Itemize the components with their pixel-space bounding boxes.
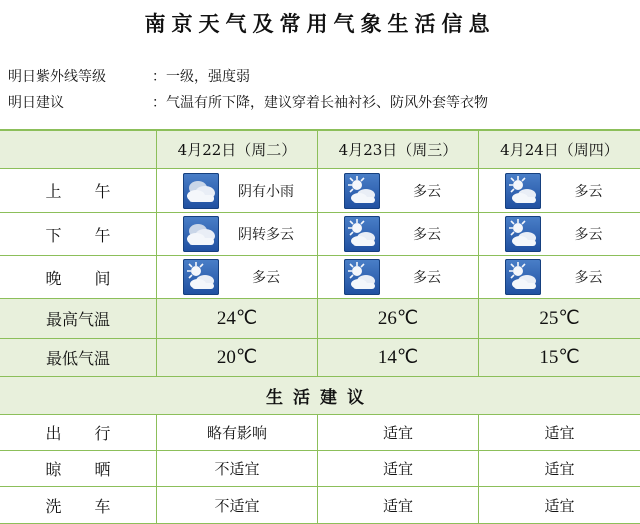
condition-cell <box>479 256 640 299</box>
condition-cell <box>479 169 640 213</box>
condition-cell <box>318 256 479 299</box>
life-label: 洗 车 <box>0 487 157 524</box>
day-header: 4月22日（周二） <box>157 131 318 169</box>
temp-value: 14℃ <box>318 339 479 377</box>
condition-text: 多云 <box>413 227 441 243</box>
condition-text: 多云 <box>252 270 280 286</box>
condition-text: 多云 <box>574 270 603 286</box>
life-row-travel <box>0 415 640 451</box>
condition-cell <box>479 213 640 256</box>
condition-text: 多云 <box>413 183 441 200</box>
page-title: 南京天气及常用气象生活信息 <box>144 11 496 36</box>
partly-cloudy-icon <box>505 259 541 295</box>
condition-text: 多云 <box>574 183 603 200</box>
condition-cell <box>157 213 318 256</box>
corner-cell <box>0 131 157 169</box>
partly-cloudy-icon <box>344 216 380 252</box>
life-value: 适宜 <box>318 415 479 451</box>
period-label: 上 午 <box>0 169 157 213</box>
uv-value: ：一级，强度弱 <box>152 69 250 85</box>
period-row-evening <box>0 256 640 299</box>
period-row-afternoon <box>0 213 640 256</box>
partly-cloudy-icon <box>344 173 380 209</box>
life-label: 晾 晒 <box>0 451 157 487</box>
life-section-title: 生活建议 <box>0 377 640 415</box>
max-temp-row <box>0 299 640 339</box>
life-label: 出 行 <box>0 415 157 451</box>
life-value: 适宜 <box>479 451 640 487</box>
advice-label: 明日建议 <box>8 95 64 111</box>
condition-cell <box>157 256 318 299</box>
partly-cloudy-icon <box>505 216 541 252</box>
advice-value: ：气温有所下降，建议穿着长袖衬衫、防风外套等衣物 <box>152 95 488 111</box>
life-row-carwash <box>0 487 640 524</box>
period-row-morning <box>0 169 640 213</box>
temp-value: 25℃ <box>479 299 640 339</box>
partly-cloudy-icon <box>344 259 380 295</box>
partly-cloudy-icon <box>505 173 541 209</box>
cloudy-icon <box>183 216 219 252</box>
condition-text: 阴有小雨 <box>238 183 294 200</box>
life-value: 略有影响 <box>157 415 318 451</box>
period-label: 晚 间 <box>0 256 157 299</box>
temp-value: 26℃ <box>318 299 479 339</box>
uv-label: 明日紫外线等级 <box>8 69 106 85</box>
advice-line <box>0 90 640 114</box>
life-value: 适宜 <box>479 487 640 524</box>
condition-text: 多云 <box>574 227 603 243</box>
partly-cloudy-icon <box>183 259 219 295</box>
uv-line <box>0 64 640 88</box>
temp-value: 15℃ <box>479 339 640 377</box>
temp-value: 24℃ <box>157 299 318 339</box>
day-header: 4月24日（周四） <box>479 131 640 169</box>
condition-cell <box>318 213 479 256</box>
life-value: 不适宜 <box>157 487 318 524</box>
life-value: 适宜 <box>318 451 479 487</box>
condition-text: 阴转多云 <box>238 227 294 243</box>
condition-cell <box>318 169 479 213</box>
min-temp-row <box>0 339 640 377</box>
life-row-drying <box>0 451 640 487</box>
temp-value: 20℃ <box>157 339 318 377</box>
day-header-row <box>0 131 640 169</box>
life-value: 适宜 <box>479 415 640 451</box>
condition-cell <box>157 169 318 213</box>
cloudy-icon <box>183 173 219 209</box>
life-value: 不适宜 <box>157 451 318 487</box>
temp-label: 最高气温 <box>0 299 157 339</box>
forecast-table <box>0 129 640 522</box>
period-label: 下 午 <box>0 213 157 256</box>
temp-label: 最低气温 <box>0 339 157 377</box>
life-value: 适宜 <box>318 487 479 524</box>
day-header: 4月23日（周三） <box>318 131 479 169</box>
condition-text: 多云 <box>413 270 441 286</box>
